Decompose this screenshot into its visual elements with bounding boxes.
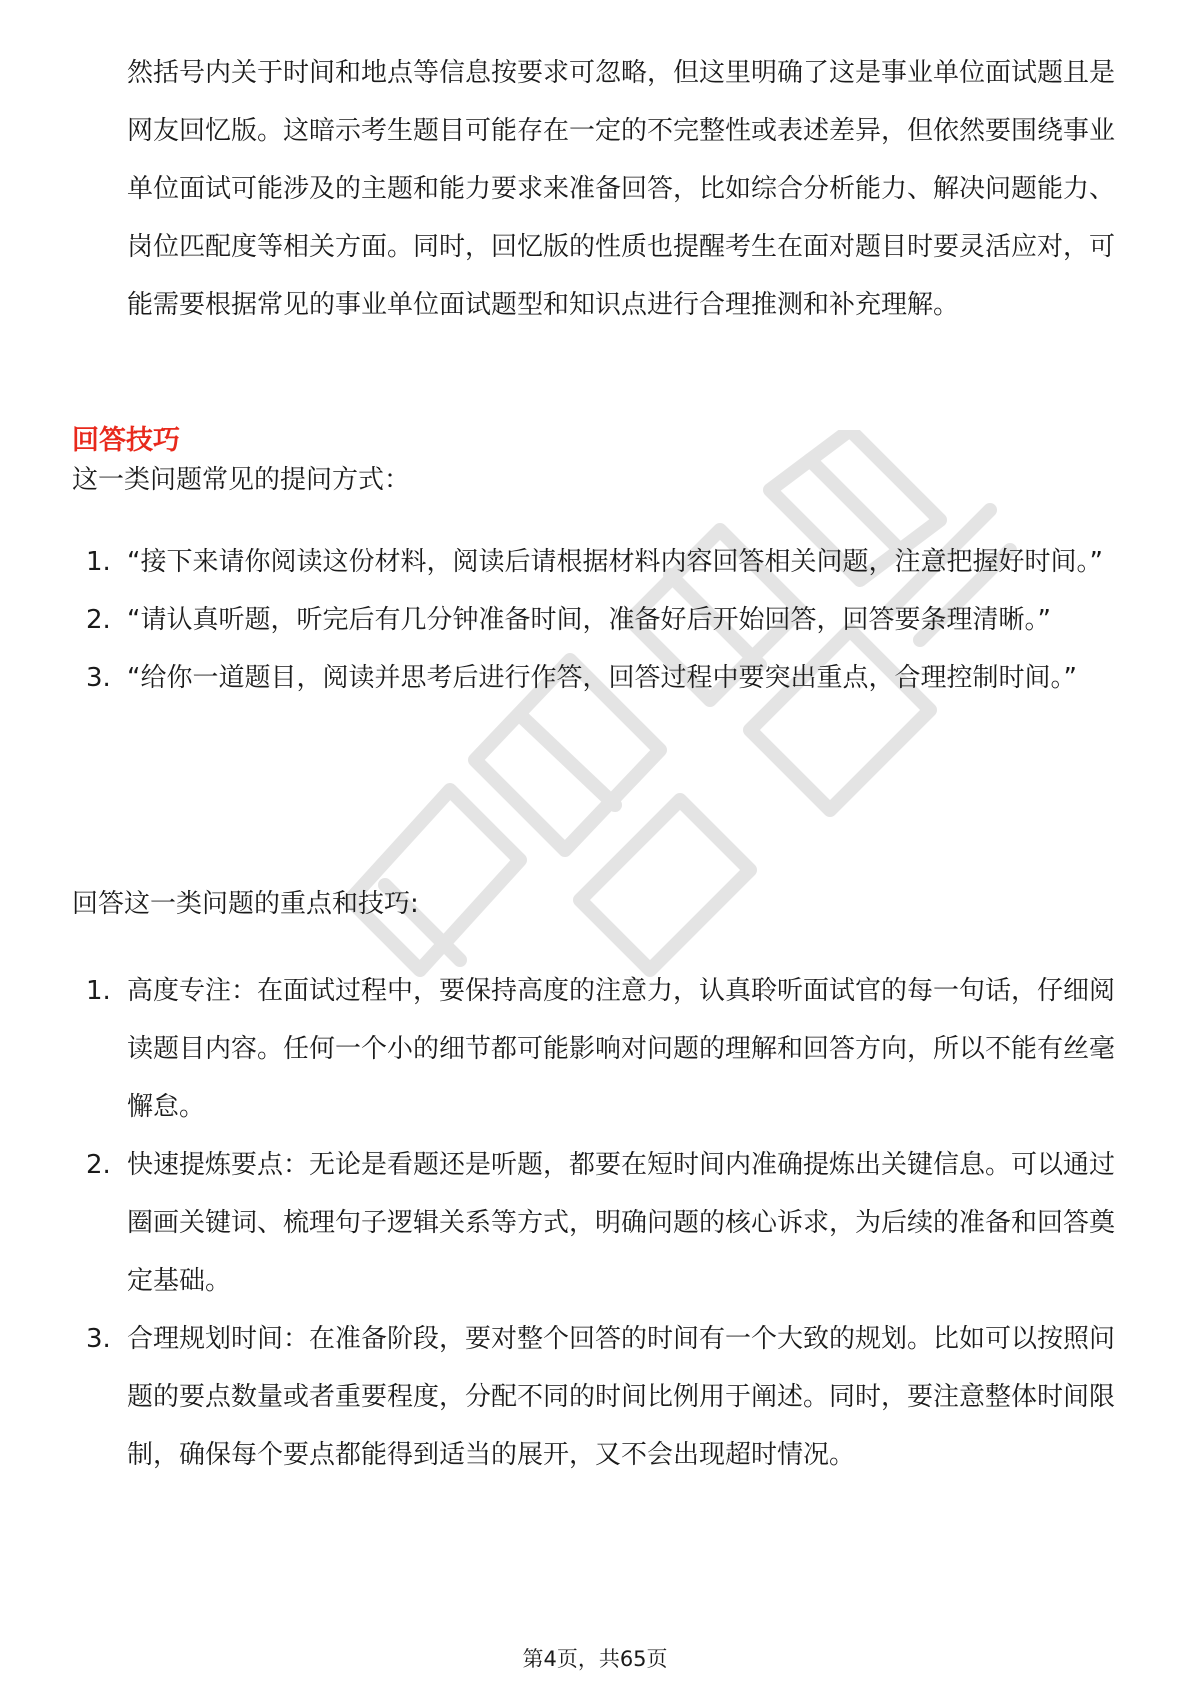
tips-list [72,962,1122,1484]
page-footer: 第4页，共65页 [522,1647,668,1671]
list-item [72,1310,1122,1484]
watermark-logo [330,430,1030,990]
list-item-number: 3. [86,663,111,693]
list-item-text: “接下来请你阅读这份材料，阅读后请根据材料内容回答相关问题，注意把握好时间。” [127,547,1103,577]
questions-list [72,533,1122,707]
list-item [72,591,1122,649]
list-item [72,962,1122,1136]
list-item [72,1136,1122,1310]
section-heading: 回答技巧 [72,425,180,456]
intro-paragraph: 然括号内关于时间和地点等信息按要求可忽略，但这里明确了这是事业单位面试题且是网友回忆版。这暗示考生题目可能存在一定的不完整性或表述差异，但依然要围绕事业单位面试可能涉及的主题和能力要求来准备回答，比如综合分析能力、解决问题能力、岗位匹配度等相关方面。同时，回忆版的性质也提醒考生在面对题目时要灵活应对，可能需要根据常见的事业单位面试题型和知识点进行合理推测和补充理解。 [127,58,1116,320]
list-item-text: 合理规划时间：在准备阶段，要对整个回答的时间有一个大致的规划。比如可以按照问题的要点数量或者重要程度，分配不同的时间比例用于阐述。同时，要注意整体时间限制，确保每个要点都能得到适当的展开，又不会出现超时情况。 [127,1324,1116,1470]
list-item-text: 快速提炼要点：无论是看题还是听题，都要在短时间内准确提炼出关键信息。可以通过圈画关键词、梳理句子逻辑关系等方式，明确问题的核心诉求，为后续的准备和回答奠定基础。 [127,1150,1116,1296]
list-item [72,649,1122,707]
questions-intro: 这一类问题常见的提问方式： [72,465,411,495]
list-item-number: 1. [86,547,111,577]
list-item-number: 1. [86,976,111,1006]
list-item-number: 3. [86,1324,111,1354]
list-item [72,533,1122,591]
list-item-text: “给你一道题目，阅读并思考后进行作答，回答过程中要突出重点，合理控制时间。” [127,663,1077,693]
tips-intro: 回答这一类问题的重点和技巧: [72,889,419,919]
list-item-text: “请认真听题，听完后有几分钟准备时间，准备好后开始回答，回答要条理清晰。” [127,605,1051,635]
list-item-number: 2. [86,1150,111,1180]
list-item-number: 2. [86,605,111,635]
list-item-text: 高度专注：在面试过程中，要保持高度的注意力，认真聆听面试官的每一句话，仔细阅读题目内容。任何一个小的细节都可能影响对问题的理解和回答方向，所以不能有丝毫懈怠。 [127,976,1116,1122]
